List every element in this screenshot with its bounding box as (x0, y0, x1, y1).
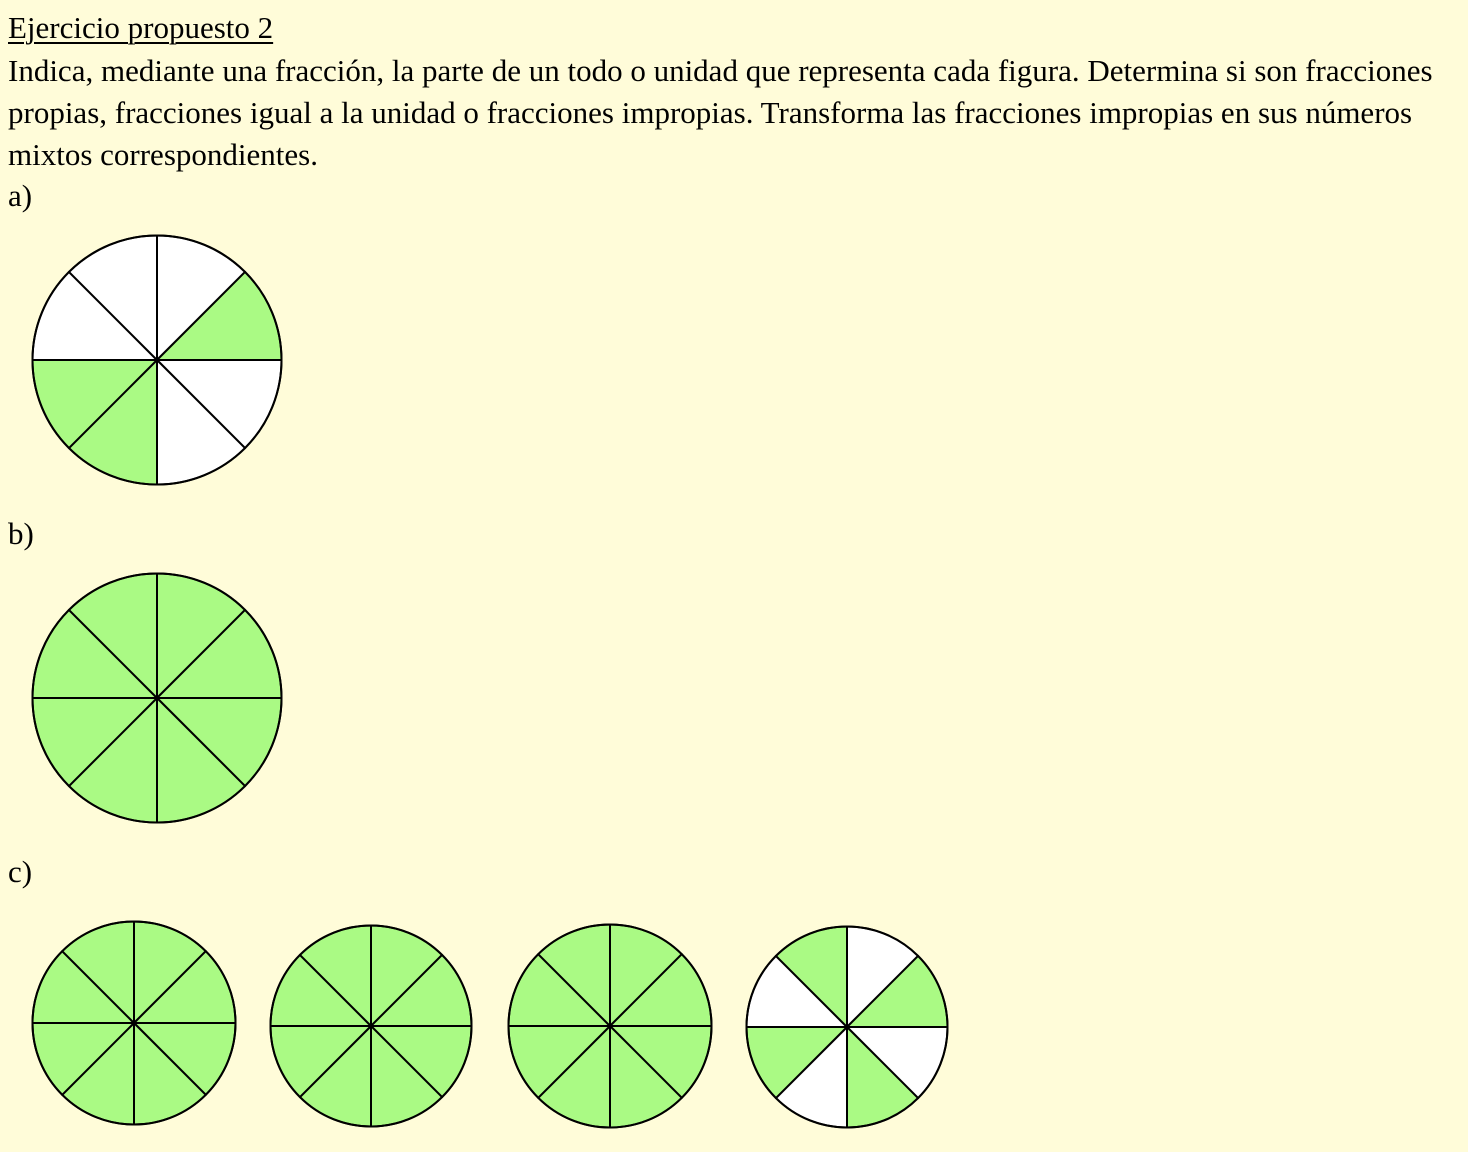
pie-c-3 (507, 923, 713, 1129)
part-c-label: c) (8, 854, 33, 889)
pie-a (31, 234, 283, 486)
pie-c-2 (269, 923, 473, 1129)
part-a-label: a) (8, 178, 33, 213)
exercise-statement: Indica, mediante una fracción, la parte de un todo o unidad que representa cada figura. Determina si son fracciones propias, fracciones igual a la unidad o fracciones impropias. Transforma las fracciones impropias en sus números mixtos correspondientes. (8, 53, 1433, 172)
part-b-label: b) (8, 516, 34, 551)
pie-c-4 (745, 924, 949, 1130)
pie-b (31, 572, 283, 824)
pie-c-1 (31, 920, 237, 1126)
exercise-title: Ejercicio propuesto 2 (8, 10, 274, 45)
